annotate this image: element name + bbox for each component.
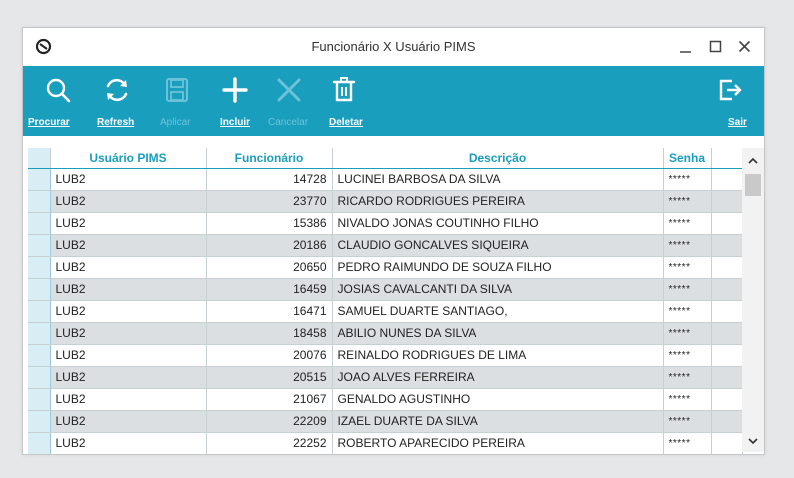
main-window bbox=[22, 27, 765, 455]
table-row[interactable] bbox=[28, 366, 742, 388]
table-row[interactable] bbox=[28, 410, 742, 432]
row-selector[interactable] bbox=[28, 432, 50, 454]
cell-usuario[interactable]: LUB2 bbox=[50, 322, 206, 344]
row-selector[interactable] bbox=[28, 168, 50, 190]
cell-empty[interactable] bbox=[711, 278, 742, 300]
cell-empty[interactable] bbox=[711, 234, 742, 256]
table-header-row bbox=[28, 148, 742, 168]
cell-funcionario[interactable]: 23770 bbox=[206, 190, 332, 212]
maximize-icon[interactable] bbox=[704, 35, 728, 59]
scroll-thumb[interactable] bbox=[745, 174, 761, 196]
vertical-scrollbar[interactable] bbox=[742, 148, 764, 452]
cell-usuario[interactable]: LUB2 bbox=[50, 366, 206, 388]
cell-funcionario[interactable]: 18458 bbox=[206, 322, 332, 344]
incluir-label: Incluir bbox=[220, 117, 251, 128]
table-row[interactable] bbox=[28, 190, 742, 212]
scroll-up-icon[interactable] bbox=[747, 156, 759, 166]
cell-empty[interactable] bbox=[711, 366, 742, 388]
row-selector[interactable] bbox=[28, 322, 50, 344]
cell-usuario[interactable]: LUB2 bbox=[50, 344, 206, 366]
cell-funcionario[interactable]: 20650 bbox=[206, 256, 332, 278]
cell-empty[interactable] bbox=[711, 212, 742, 234]
cell-senha[interactable]: ***** bbox=[663, 322, 711, 344]
cell-descricao[interactable]: RICARDO RODRIGUES PEREIRA bbox=[332, 190, 663, 212]
cell-descricao[interactable]: GENALDO AGUSTINHO bbox=[332, 388, 663, 410]
table-row[interactable] bbox=[28, 168, 742, 190]
cell-funcionario[interactable]: 14728 bbox=[206, 168, 332, 190]
cell-usuario[interactable]: LUB2 bbox=[50, 278, 206, 300]
incluir-button[interactable] bbox=[209, 66, 263, 136]
scroll-down-icon[interactable] bbox=[747, 436, 759, 446]
cell-descricao[interactable]: SAMUEL DUARTE SANTIAGO, bbox=[332, 300, 663, 322]
cell-usuario[interactable]: LUB2 bbox=[50, 432, 206, 454]
cell-empty[interactable] bbox=[711, 168, 742, 190]
aplicar-button[interactable] bbox=[151, 66, 209, 136]
cell-empty[interactable] bbox=[711, 432, 742, 454]
col-header-descricao[interactable]: Descrição bbox=[332, 148, 663, 168]
col-header-senha[interactable]: Senha bbox=[663, 148, 711, 168]
cell-senha[interactable]: ***** bbox=[663, 344, 711, 366]
data-grid bbox=[23, 136, 764, 454]
funcionario-table bbox=[28, 148, 743, 454]
cell-descricao[interactable]: IZAEL DUARTE DA SILVA bbox=[332, 410, 663, 432]
exit-icon bbox=[717, 76, 743, 104]
table-row[interactable] bbox=[28, 432, 742, 454]
cancelar-button[interactable] bbox=[263, 66, 319, 136]
cell-funcionario[interactable]: 16471 bbox=[206, 300, 332, 322]
table-row[interactable] bbox=[28, 212, 742, 234]
cell-descricao[interactable]: JOAO ALVES FERREIRA bbox=[332, 366, 663, 388]
cancelar-label: Cancelar bbox=[268, 117, 309, 128]
refresh-button[interactable] bbox=[93, 66, 151, 136]
deletar-label: Deletar bbox=[329, 117, 363, 128]
cell-usuario[interactable]: LUB2 bbox=[50, 168, 206, 190]
cell-funcionario[interactable]: 22209 bbox=[206, 410, 332, 432]
title-bar bbox=[23, 28, 764, 66]
row-selector[interactable] bbox=[28, 388, 50, 410]
cell-senha[interactable]: ***** bbox=[663, 366, 711, 388]
cell-senha[interactable]: ***** bbox=[663, 190, 711, 212]
table-row[interactable] bbox=[28, 234, 742, 256]
cell-senha[interactable]: ***** bbox=[663, 300, 711, 322]
cell-empty[interactable] bbox=[711, 388, 742, 410]
refresh-label: Refresh bbox=[97, 117, 135, 128]
cell-descricao[interactable]: PEDRO RAIMUNDO DE SOUZA FILHO bbox=[332, 256, 663, 278]
cell-empty[interactable] bbox=[711, 344, 742, 366]
cell-senha[interactable]: ***** bbox=[663, 168, 711, 190]
cell-empty[interactable] bbox=[711, 410, 742, 432]
table-row[interactable] bbox=[28, 388, 742, 410]
cell-funcionario[interactable]: 21067 bbox=[206, 388, 332, 410]
cell-senha[interactable]: ***** bbox=[663, 234, 711, 256]
table-body bbox=[28, 168, 742, 454]
cell-senha[interactable]: ***** bbox=[663, 432, 711, 454]
cell-empty[interactable] bbox=[711, 322, 742, 344]
row-selector[interactable] bbox=[28, 212, 50, 234]
cell-usuario[interactable]: LUB2 bbox=[50, 410, 206, 432]
cell-senha[interactable]: ***** bbox=[663, 410, 711, 432]
cell-funcionario[interactable]: 20186 bbox=[206, 234, 332, 256]
cell-senha[interactable]: ***** bbox=[663, 278, 711, 300]
cell-usuario[interactable]: LUB2 bbox=[50, 256, 206, 278]
cell-descricao[interactable]: ROBERTO APARECIDO PEREIRA bbox=[332, 432, 663, 454]
cell-descricao[interactable]: NIVALDO JONAS COUTINHO FILHO bbox=[332, 212, 663, 234]
cell-descricao[interactable]: JOSIAS CAVALCANTI DA SILVA bbox=[332, 278, 663, 300]
row-selector[interactable] bbox=[28, 190, 50, 212]
deletar-button[interactable] bbox=[319, 66, 375, 136]
sair-label: Sair bbox=[728, 117, 747, 128]
cell-empty[interactable] bbox=[711, 256, 742, 278]
cell-empty[interactable] bbox=[711, 190, 742, 212]
close-icon[interactable] bbox=[733, 35, 757, 59]
plus-icon bbox=[221, 76, 249, 104]
trash-icon bbox=[331, 76, 357, 104]
row-selector[interactable] bbox=[28, 278, 50, 300]
row-selector[interactable] bbox=[28, 344, 50, 366]
row-selector[interactable] bbox=[28, 366, 50, 388]
window-title: Funcionário X Usuário PIMS bbox=[311, 39, 476, 54]
search-icon bbox=[44, 76, 72, 104]
table-row[interactable] bbox=[28, 256, 742, 278]
cell-funcionario[interactable]: 20515 bbox=[206, 366, 332, 388]
col-header-usuario[interactable]: Usuário PIMS bbox=[50, 148, 206, 168]
cell-funcionario[interactable]: 16459 bbox=[206, 278, 332, 300]
procurar-button[interactable] bbox=[23, 66, 93, 136]
table-row[interactable] bbox=[28, 322, 742, 344]
col-header-empty bbox=[711, 148, 742, 168]
cell-usuario[interactable]: LUB2 bbox=[50, 388, 206, 410]
aplicar-label: Aplicar bbox=[160, 117, 191, 128]
procurar-label: Procurar bbox=[28, 117, 70, 128]
cell-usuario[interactable]: LUB2 bbox=[50, 300, 206, 322]
cell-usuario[interactable]: LUB2 bbox=[50, 212, 206, 234]
cell-senha[interactable]: ***** bbox=[663, 256, 711, 278]
row-selector[interactable] bbox=[28, 300, 50, 322]
refresh-icon bbox=[103, 76, 131, 104]
cell-senha[interactable]: ***** bbox=[663, 212, 711, 234]
cell-descricao[interactable]: ABILIO NUNES DA SILVA bbox=[332, 322, 663, 344]
row-selector-header bbox=[28, 148, 50, 168]
cell-usuario[interactable]: LUB2 bbox=[50, 190, 206, 212]
table-row[interactable] bbox=[28, 278, 742, 300]
cell-funcionario[interactable]: 20076 bbox=[206, 344, 332, 366]
row-selector[interactable] bbox=[28, 410, 50, 432]
minimize-icon[interactable] bbox=[674, 35, 698, 59]
table-row[interactable] bbox=[28, 300, 742, 322]
cell-descricao[interactable]: LUCINEI BARBOSA DA SILVA bbox=[332, 168, 663, 190]
sair-button[interactable] bbox=[708, 66, 758, 136]
table-row[interactable] bbox=[28, 344, 742, 366]
cell-funcionario[interactable]: 15386 bbox=[206, 212, 332, 234]
cell-funcionario[interactable]: 22252 bbox=[206, 432, 332, 454]
row-selector[interactable] bbox=[28, 234, 50, 256]
cell-descricao[interactable]: REINALDO RODRIGUES DE LIMA bbox=[332, 344, 663, 366]
cell-senha[interactable]: ***** bbox=[663, 388, 711, 410]
save-icon bbox=[164, 76, 190, 104]
x-icon bbox=[275, 76, 303, 104]
col-header-funcionario[interactable]: Funcionário bbox=[206, 148, 332, 168]
cell-descricao[interactable]: CLAUDIO GONCALVES SIQUEIRA bbox=[332, 234, 663, 256]
toolbar bbox=[23, 66, 764, 136]
cell-usuario[interactable]: LUB2 bbox=[50, 234, 206, 256]
row-selector[interactable] bbox=[28, 256, 50, 278]
cell-empty[interactable] bbox=[711, 300, 742, 322]
